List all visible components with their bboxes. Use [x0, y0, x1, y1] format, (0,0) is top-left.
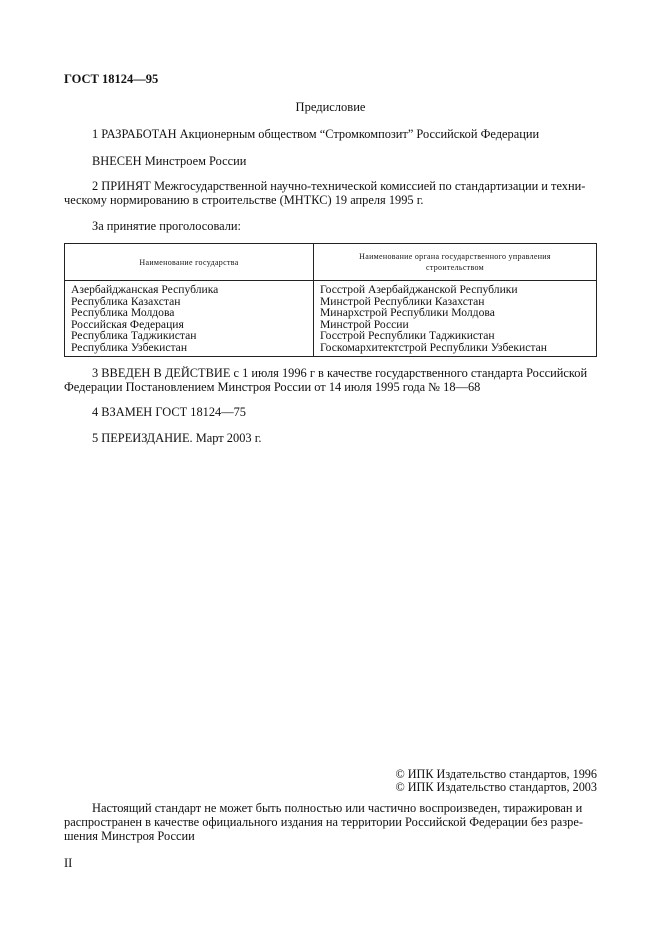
- preface-title: Предисловие: [295, 100, 366, 114]
- state-cell: Республика Казахстан: [65, 296, 314, 308]
- item-2-label: 2 ПРИНЯТ: [92, 179, 151, 193]
- item-5-label: 5 ПЕРЕИЗДАНИЕ.: [92, 431, 193, 445]
- copyright-block: [330, 768, 597, 794]
- copyright-line-1: © ИПК Издательство стандартов, 1996: [395, 767, 597, 781]
- table-header-row: [65, 244, 597, 281]
- item-5-text: Март 2003 г.: [195, 431, 262, 445]
- item-2-line1: [92, 180, 585, 192]
- copyright-line-2: © ИПК Издательство стандартов, 2003: [395, 779, 597, 794]
- voted-label: За принятие проголосовали:: [92, 219, 241, 233]
- authority-cell: Госстрой Республики Таджикистан: [314, 330, 597, 342]
- state-cell: Российская Федерация: [65, 319, 314, 331]
- authority-cell: Минстрой Республики Казахстан: [314, 296, 597, 308]
- item-5-reissue: [92, 432, 261, 444]
- item-3-label: 3 ВВЕДЕН В ДЕЙСТВИЕ: [92, 366, 231, 380]
- authority-cell: Госкомархитектстрой Республики Узбекистан: [314, 342, 597, 357]
- notice-line3: шения Минстроя России: [64, 829, 195, 843]
- page-number: II: [64, 856, 73, 870]
- state-cell: Республика Таджикистан: [65, 330, 314, 342]
- item-3-line2: Федерации Постановлением Минстроя России от 14 июля 1995 года № 18—68: [64, 380, 481, 394]
- state-cell: Азербайджанская Республика: [65, 281, 314, 296]
- authority-cell: Минархстрой Республики Молдова: [314, 307, 597, 319]
- table-row: [65, 342, 597, 357]
- item-4-label: 4 ВЗАМЕН: [92, 405, 153, 419]
- item-1-label: 1 РАЗРАБОТАН: [92, 127, 177, 141]
- table-row: [65, 281, 597, 296]
- notice-line1: Настоящий стандарт не может быть полностью или частично воспроизведен, тиражирован и: [92, 801, 583, 815]
- item-2-text-line1: Межгосударственной научно-технической комиссией по стандартизации и техни-: [153, 179, 586, 193]
- table-row: [65, 330, 597, 342]
- introduced-label: ВНЕСЕН: [92, 154, 142, 168]
- item-3-line1: [92, 367, 587, 379]
- item-4-replaces: [92, 406, 246, 418]
- item-1-text: Акционерным обществом “Стромкомпозит” Российской Федерации: [179, 127, 540, 141]
- item-2-line2: ческому нормированию в строительстве (МНТКС) 19 апреля 1995 г.: [64, 193, 424, 207]
- state-cell: Республика Молдова: [65, 307, 314, 319]
- document-id: ГОСТ 18124—95: [64, 72, 159, 86]
- item-1-developed: [92, 128, 539, 140]
- header-authority-line1: Наименование органа государственного управления: [359, 252, 551, 261]
- introduced-line: [92, 155, 246, 167]
- item-4-text: ГОСТ 18124—75: [155, 405, 247, 419]
- notice-line2: распространен в качестве официального издания на территории Российской Федерации без разре-: [64, 815, 584, 829]
- table-row: [65, 307, 597, 319]
- authority-cell: Госстрой Азербайджанской Республики: [314, 281, 597, 296]
- authority-cell: Минстрой России: [314, 319, 597, 331]
- state-cell: Республика Узбекистан: [65, 342, 314, 357]
- header-state: Наименование государства: [65, 244, 314, 281]
- header-authority-line2: строительством: [426, 263, 484, 272]
- header-authority: [314, 244, 597, 281]
- introduced-text: Минстроем России: [144, 154, 247, 168]
- item-3-text-line1: с 1 июля 1996 г в качестве государственного стандарта Российской: [233, 366, 588, 380]
- voting-states-table: [64, 243, 597, 357]
